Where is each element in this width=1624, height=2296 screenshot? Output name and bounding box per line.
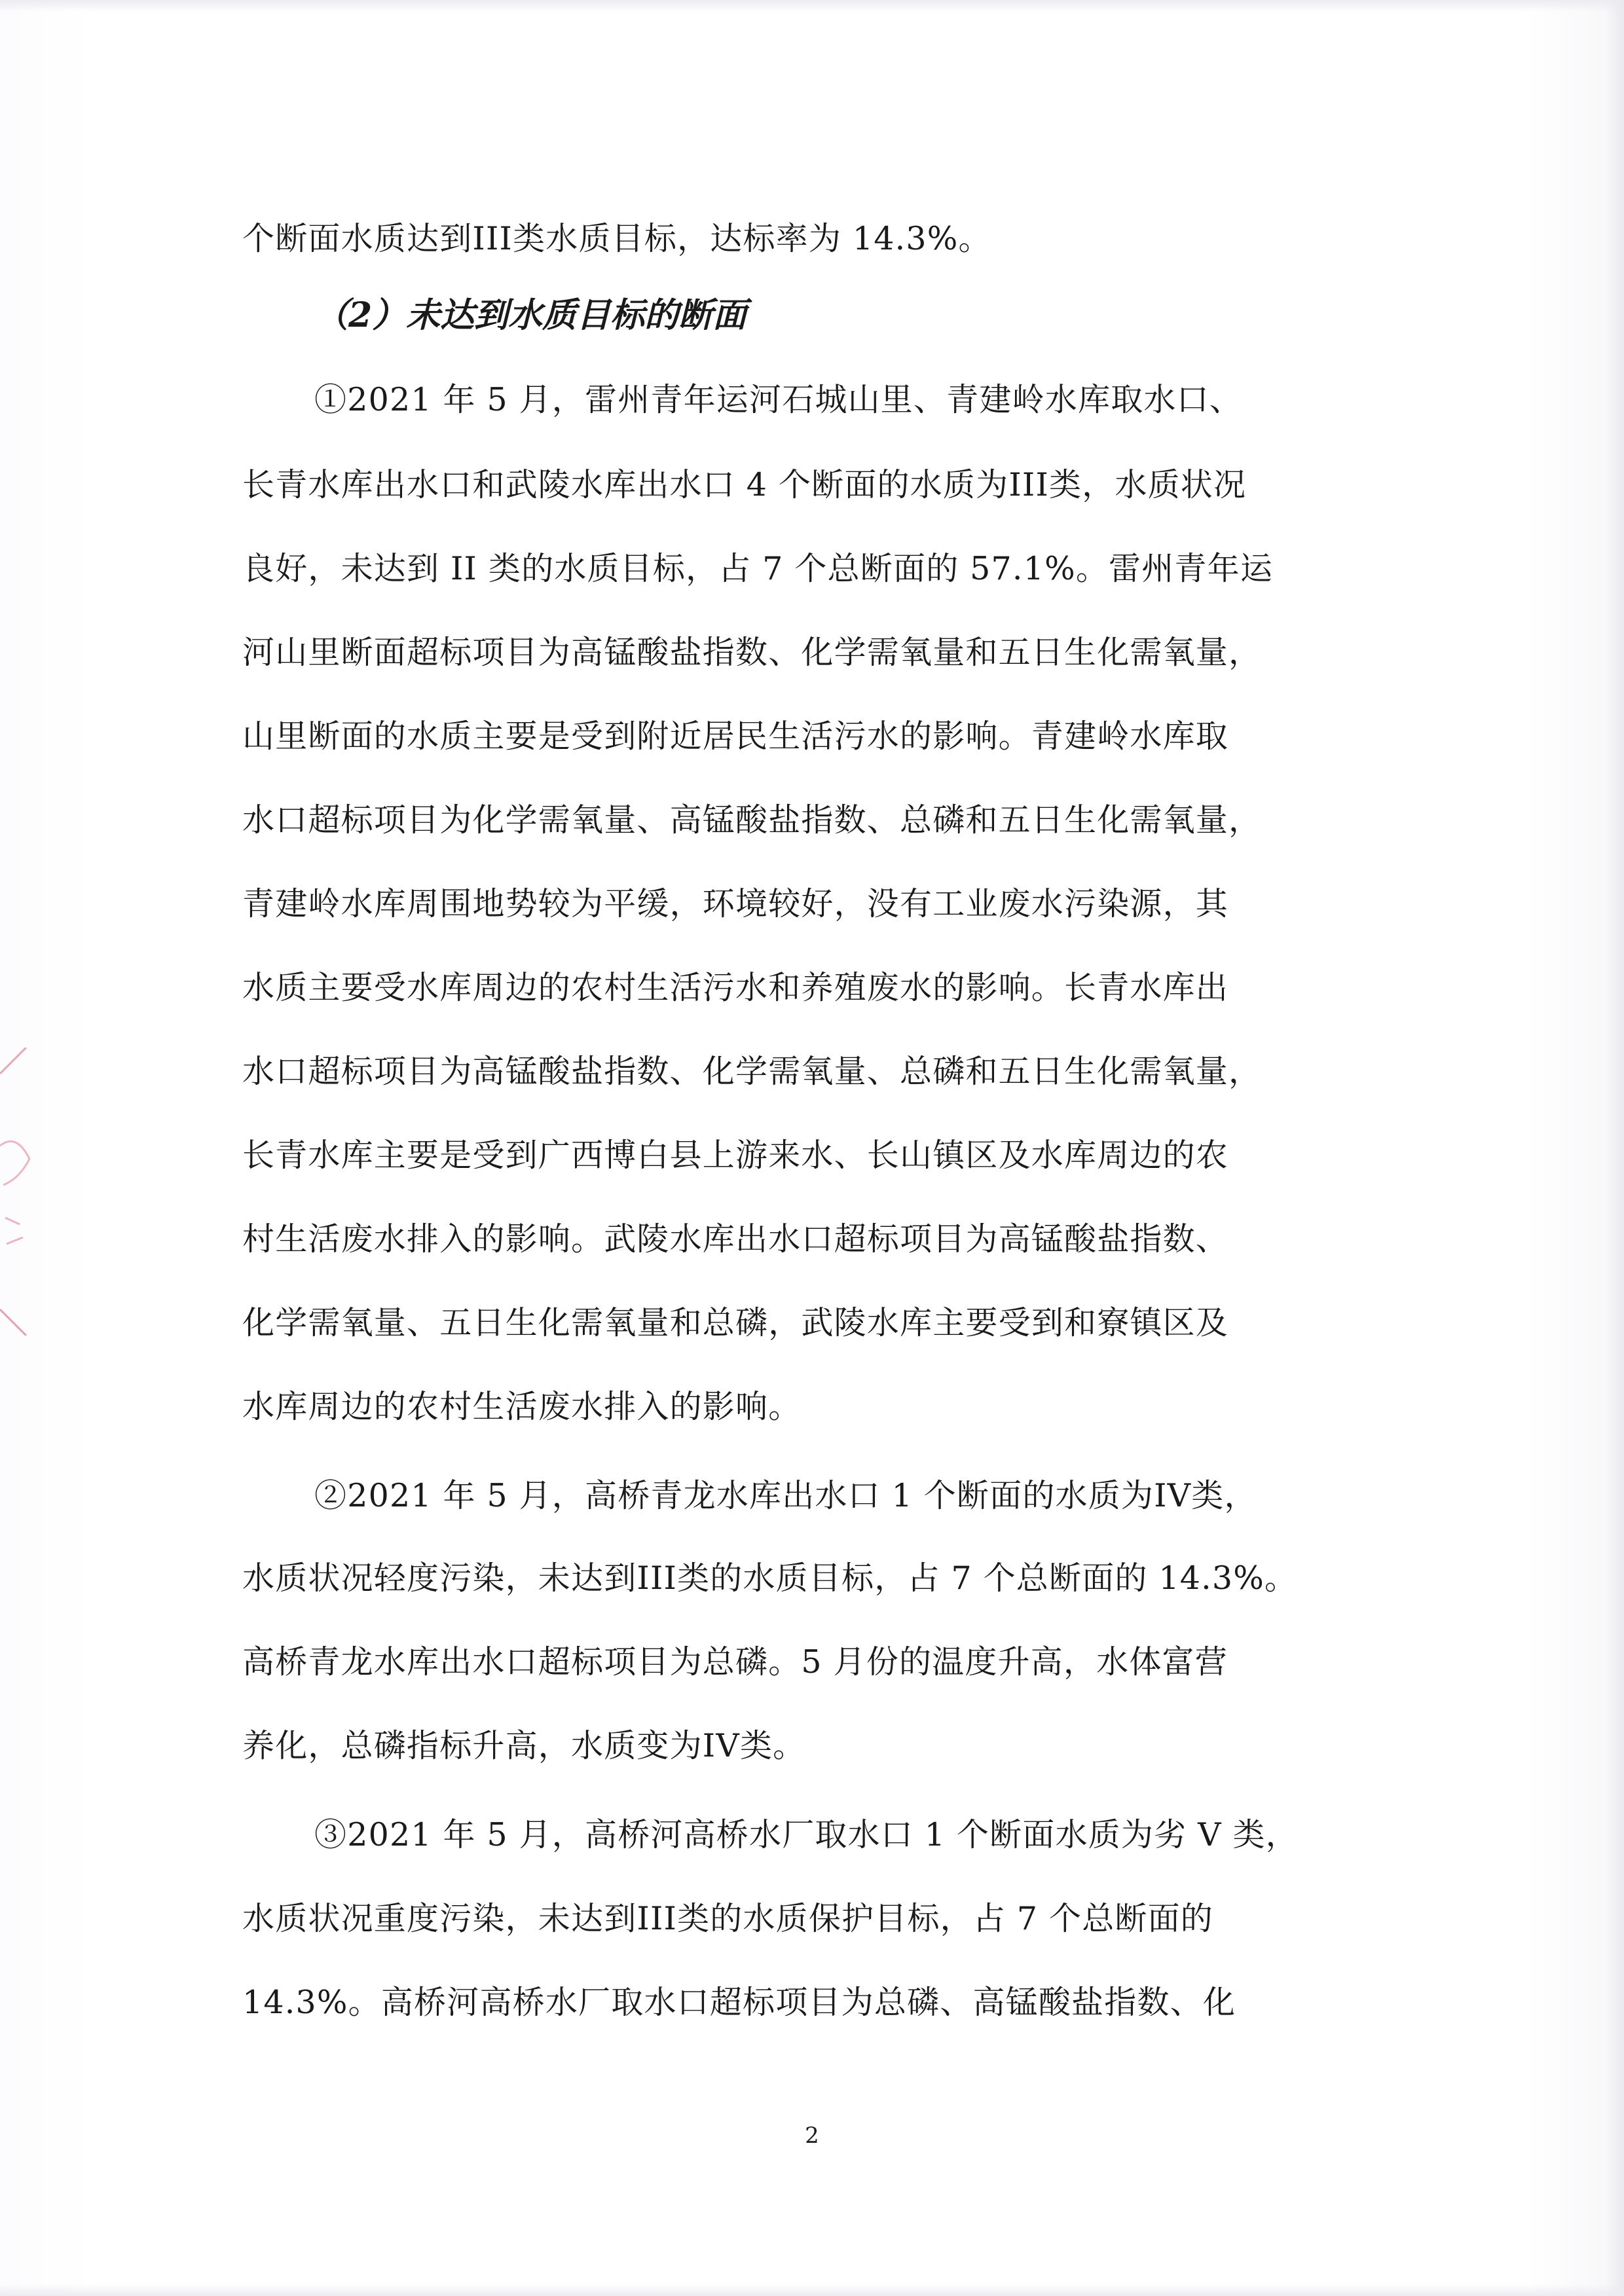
paragraph-1-line: 水库周边的农村生活废水排入的影响。: [242, 1388, 802, 1425]
paragraph-1-line: 长青水库主要是受到广西博白县上游来水、长山镇区及水库周边的农: [242, 1137, 1229, 1174]
paragraph-1-line: 青建岭水库周围地势较为平缓，环境较好，没有工业废水污染源，其: [242, 885, 1229, 922]
paragraph-1-line: 长青水库出水口和武陵水库出水口 4 个断面的水质为III类，水质状况: [242, 466, 1247, 503]
paragraph-2-line: 高桥青龙水库出水口超标项目为总磷。5 月份的温度升高，水体富营: [242, 1643, 1228, 1681]
paragraph-1-line: 水质主要受水库周边的农村生活污水和养殖废水的影响。长青水库出: [242, 969, 1229, 1006]
paragraph-2-line: 水质状况轻度污染，未达到III类的水质目标，占 7 个总断面的 14.3%。: [242, 1559, 1298, 1597]
section-heading: （2）未达到水质目标的断面: [314, 295, 747, 335]
paragraph-3-line: 14.3%。高桥河高桥水厂取水口超标项目为总磷、高锰酸盐指数、化: [242, 1984, 1236, 2021]
paragraph-1-line: 良好，未达到 II 类的水质目标，占 7 个总断面的 57.1%。雷州青年运: [242, 550, 1274, 587]
paragraph-1-line: 水口超标项目为高锰酸盐指数、化学需氧量、总磷和五日生化需氧量，: [242, 1053, 1262, 1090]
paragraph-1-line: 河山里断面超标项目为高锰酸盐指数、化学需氧量和五日生化需氧量，: [242, 634, 1262, 671]
paragraph-1-line: 山里断面的水质主要是受到附近居民生活污水的影响。青建岭水库取: [242, 718, 1229, 755]
paragraph-2-line: ②2021 年 5 月，高桥青龙水库出水口 1 个断面的水质为IV类，: [314, 1477, 1257, 1514]
paragraph-1-line: ①2021 年 5 月，雷州青年运河石城山里、青建岭水库取水口、: [314, 381, 1243, 418]
paragraph-3-line: ③2021 年 5 月，高桥河高桥水厂取水口 1 个断面水质为劣 V 类，: [314, 1816, 1299, 1853]
paragraph-1-line: 化学需氧量、五日生化需氧量和总磷，武陵水库主要受到和寮镇区及: [242, 1304, 1229, 1341]
paragraph-1-line: 水口超标项目为化学需氧量、高锰酸盐指数、总磷和五日生化需氧量，: [242, 801, 1262, 839]
paragraph-1-line: 村生活废水排入的影响。武陵水库出水口超标项目为高锰酸盐指数、: [242, 1220, 1229, 1258]
paragraph-3-line: 水质状况重度污染，未达到III类的水质保护目标，占 7 个总断面的: [242, 1900, 1213, 1937]
paragraph-2-line: 养化，总磷指标升高，水质变为IV类。: [242, 1727, 806, 1764]
text-line: 个断面水质达到III类水质目标，达标率为 14.3%。: [242, 220, 991, 257]
page-number: 2: [805, 2123, 819, 2149]
